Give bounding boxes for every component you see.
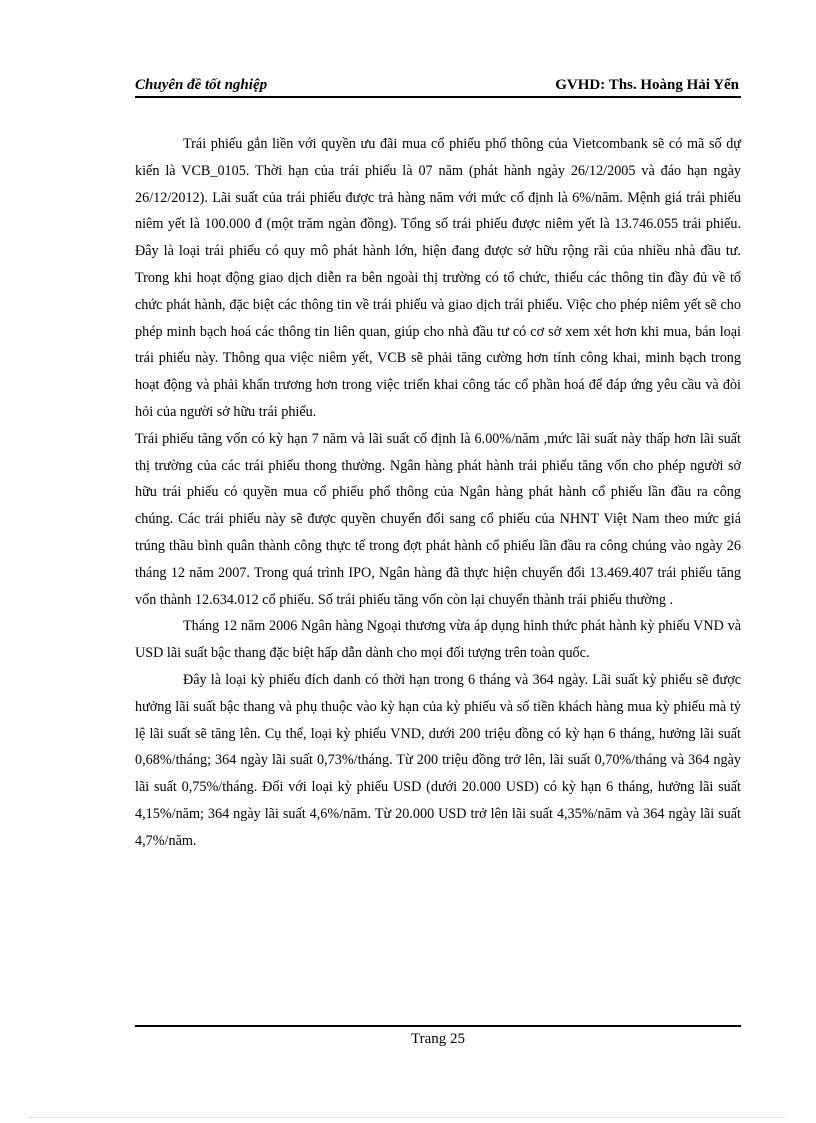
- paragraph-bond-listing: Trái phiếu gắn liền với quyền ưu đãi mua cổ phiếu phổ thông của Vietcombank sẽ có mã số dự kiến là VCB_0105. Thời hạn của trái phiếu là 07 năm (phát hành ngày 26/12/2005 và đáo hạn ngày 26/12/2012). Lãi suất của trái phiếu được trả hàng năm với mức cố định là 6%/năm. Mệnh giá trái phiếu niêm yết là 100.000 đ (một trăm ngàn đồng). Tổng số trái phiếu được niêm yết là 13.746.055 trái phiếu. Đây là loại trái phiếu có quy mô phát hành lớn, hiện đang được sở hữu rộng rãi của nhiều nhà đầu tư. Trong khi hoạt động giao dịch diễn ra bên ngoài thị trường có tổ chức, thiếu các thông tin đầy đủ về tổ chức phát hành, đặc biệt các thông tin về trái phiếu và giao dịch trái phiếu. Việc cho phép niêm yết sẽ cho phép minh bạch hoá các thông tin liên quan, giúp cho nhà đầu tư có cơ sở xem xét hơn khi mua, bán loại trái phiếu này. Thông qua việc niêm yết, VCB sẽ phải tăng cường hơn tính công khai, minh bạch trong hoạt động và phải khẩn trương hơn trong việc triển khai công tác cổ phần hoá để đáp ứng yêu cầu và đòi hỏi của người sở hữu trái phiếu.: [135, 136, 741, 420]
- page-header: [135, 76, 741, 98]
- paragraph-interest-rates: Đây là loại kỳ phiếu đích danh có thời hạn trong 6 tháng và 364 ngày. Lãi suất kỳ phiếu sẽ được hưởng lãi suất bậc thang và phụ thuộc vào kỳ hạn của kỳ phiếu và số tiền khách hàng mua kỳ phiếu mà tỷ lệ lãi suất sẽ tăng lên. Cụ thể, loại kỳ phiếu VND, dưới 200 triệu đồng có kỳ hạn 6 tháng, hưởng lãi suất 0,68%/tháng; 364 ngày lãi suất 0,73%/tháng. Từ 200 triệu đồng trở lên, lãi suất 0,70%/tháng và 364 ngày lãi suất 0,75%/tháng. Đối với loại kỳ phiếu USD (dưới 20.000 USD) có kỳ hạn 6 tháng, hưởng lãi suất 4,15%/năm; 364 ngày lãi suất 4,6%/năm. Từ 20.000 USD trở lên lãi suất 4,35%/năm và 364 ngày lãi suất 4,7%/năm.: [135, 671, 741, 849]
- footer-divider: [135, 1025, 741, 1027]
- document-body: [135, 131, 741, 855]
- paragraph-capital-bond: Trái phiếu tăng vốn có kỳ hạn 7 năm và lãi suất cố định là 6.00%/năm ,mức lãi suất này thấp hơn lãi suất thị trường của các trái phiếu thong thường. Ngân hàng phát hành trái phiếu tăng vốn cho phép người sở hữu trái phiếu có quyền mua cổ phiếu phổ thông của Ngân hàng phát hành cổ phiếu lần đầu ra công chúng. Các trái phiếu này sẽ được quyền chuyển đổi sang cổ phiếu của NHNT Việt Nam theo mức giá trúng thầu bình quân thành công thực tế trong đợt phát hành cổ phiếu lần đầu ra công chúng vào ngày 26 tháng 12 năm 2007. Trong quá trình IPO, Ngân hàng đã thực hiện chuyển đổi 13.469.407 trái phiếu tăng vốn thành 12.634.012 cổ phiếu. Số trái phiếu tăng vốn còn lại chuyển thành trái phiếu thường .: [135, 430, 741, 608]
- header-supervisor: GVHD: Ths. Hoàng Hải Yến: [555, 77, 739, 93]
- header-title: Chuyên đề tốt nghiệp: [135, 77, 268, 93]
- page-edge-divider: [30, 1117, 786, 1118]
- paragraph-promissory-note-issue: Tháng 12 năm 2006 Ngân hàng Ngoại thương vừa áp dụng hình thức phát hành kỳ phiếu VND và USD lãi suất bậc thang đặc biệt hấp dẫn dành cho mọi đối tượng trên toàn quốc.: [135, 618, 741, 662]
- page-number: Trang 25: [410, 1031, 466, 1047]
